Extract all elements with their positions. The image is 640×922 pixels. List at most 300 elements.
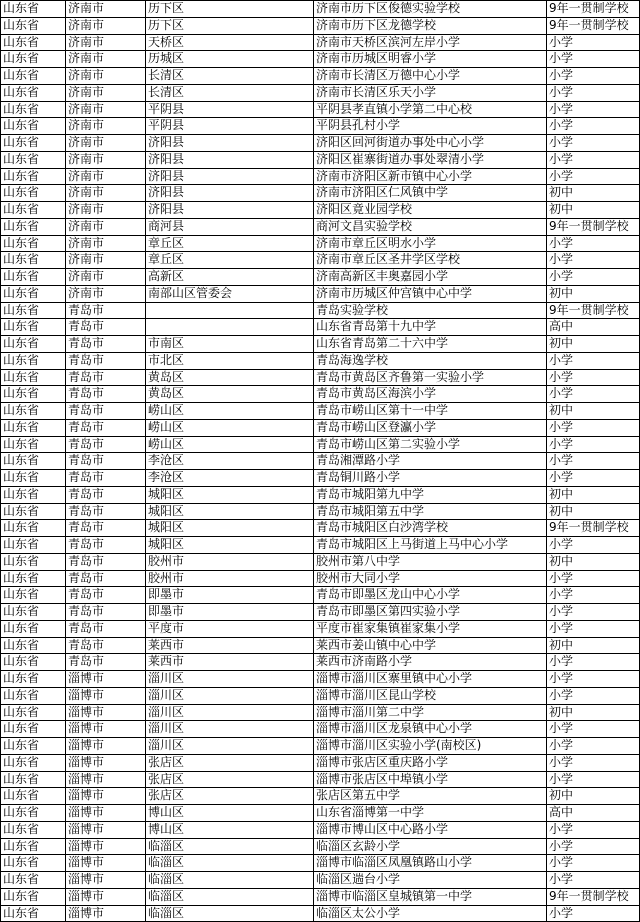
school-name-cell[interactable]: 商河文昌实验学校	[314, 218, 547, 235]
city-cell[interactable]: 青岛市	[66, 620, 146, 637]
district-cell[interactable]: 高新区	[146, 269, 314, 286]
school-type-cell[interactable]: 初中	[547, 185, 640, 202]
city-cell[interactable]: 济南市	[66, 118, 146, 135]
city-cell[interactable]: 青岛市	[66, 570, 146, 587]
province-cell[interactable]: 山东省	[1, 453, 66, 470]
school-type-cell[interactable]: 小学	[547, 352, 640, 369]
district-cell[interactable]: 崂山区	[146, 403, 314, 420]
province-cell[interactable]: 山东省	[1, 403, 66, 420]
school-type-cell[interactable]: 9年一贯制学校	[547, 218, 640, 235]
city-cell[interactable]: 济南市	[66, 151, 146, 168]
district-cell[interactable]: 博山区	[146, 805, 314, 822]
table-row	[1, 34, 640, 51]
city-cell[interactable]: 青岛市	[66, 537, 146, 554]
province-cell[interactable]: 山东省	[1, 369, 66, 386]
province-cell[interactable]: 山东省	[1, 486, 66, 503]
table-row	[1, 637, 640, 654]
table-row	[1, 218, 640, 235]
school-type-cell[interactable]: 小学	[547, 34, 640, 51]
city-cell[interactable]: 青岛市	[66, 604, 146, 621]
school-name-cell[interactable]: 青岛市崂山区第十一中学	[314, 403, 547, 420]
school-name-cell[interactable]: 青岛市即墨区龙山中心小学	[314, 587, 547, 604]
school-type-cell[interactable]: 小学	[547, 687, 640, 704]
city-cell[interactable]: 淄博市	[66, 738, 146, 755]
district-cell[interactable]: 市南区	[146, 336, 314, 353]
province-cell[interactable]: 山东省	[1, 235, 66, 252]
district-cell[interactable]: 南部山区管委会	[146, 285, 314, 302]
school-name-cell[interactable]: 临淄区玄龄小学	[314, 838, 547, 855]
table-row	[1, 101, 640, 118]
school-type-cell[interactable]: 小学	[547, 821, 640, 838]
province-cell[interactable]: 山东省	[1, 754, 66, 771]
school-type-cell[interactable]: 初中	[547, 486, 640, 503]
school-name-cell[interactable]: 平阴县孔村小学	[314, 118, 547, 135]
school-name-cell[interactable]: 青岛市黄岛区海滨小学	[314, 386, 547, 403]
city-cell[interactable]: 淄博市	[66, 788, 146, 805]
table-row	[1, 738, 640, 755]
school-type-cell[interactable]: 9年一贯制学校	[547, 888, 640, 905]
school-name-cell[interactable]: 山东省青岛第十九中学	[314, 319, 547, 336]
province-cell[interactable]: 山东省	[1, 503, 66, 520]
city-cell[interactable]: 青岛市	[66, 436, 146, 453]
city-cell[interactable]: 济南市	[66, 1, 146, 18]
school-name-cell[interactable]: 济南市历城区仲宫镇中心中学	[314, 285, 547, 302]
school-type-cell[interactable]: 小学	[547, 252, 640, 269]
school-name-cell[interactable]: 青岛市崂山区登瀛小学	[314, 419, 547, 436]
school-name-cell[interactable]: 济南市济阳区新市镇中心小学	[314, 168, 547, 185]
school-type-cell[interactable]: 初中	[547, 285, 640, 302]
school-type-cell[interactable]: 小学	[547, 168, 640, 185]
city-cell[interactable]: 青岛市	[66, 453, 146, 470]
table-row	[1, 470, 640, 487]
province-cell[interactable]: 山东省	[1, 185, 66, 202]
table-row	[1, 419, 640, 436]
table-row	[1, 235, 640, 252]
city-cell[interactable]: 济南市	[66, 34, 146, 51]
city-cell[interactable]: 青岛市	[66, 503, 146, 520]
province-cell[interactable]: 山东省	[1, 587, 66, 604]
province-cell[interactable]: 山东省	[1, 252, 66, 269]
province-cell[interactable]: 山东省	[1, 537, 66, 554]
table-row	[1, 587, 640, 604]
school-type-cell[interactable]: 初中	[547, 788, 640, 805]
school-type-cell[interactable]: 初中	[547, 202, 640, 219]
district-cell[interactable]: 崂山区	[146, 436, 314, 453]
school-name-cell[interactable]: 张店区第五中学	[314, 788, 547, 805]
province-cell[interactable]: 山东省	[1, 872, 66, 889]
city-cell[interactable]: 青岛市	[66, 637, 146, 654]
district-cell[interactable]: 淄川区	[146, 671, 314, 688]
school-name-cell[interactable]: 青岛湘潭路小学	[314, 453, 547, 470]
district-cell[interactable]: 历下区	[146, 17, 314, 34]
city-cell[interactable]: 淄博市	[66, 721, 146, 738]
province-cell[interactable]: 山东省	[1, 84, 66, 101]
school-name-cell[interactable]: 青岛市城阳第五中学	[314, 503, 547, 520]
province-cell[interactable]: 山东省	[1, 821, 66, 838]
school-name-cell[interactable]: 山东省淄博第一中学	[314, 805, 547, 822]
table-row	[1, 302, 640, 319]
city-cell[interactable]: 青岛市	[66, 403, 146, 420]
school-type-cell[interactable]: 初中	[547, 403, 640, 420]
province-cell[interactable]: 山东省	[1, 788, 66, 805]
city-cell[interactable]: 济南市	[66, 168, 146, 185]
city-cell[interactable]: 济南市	[66, 84, 146, 101]
school-type-cell[interactable]: 小学	[547, 135, 640, 152]
school-type-cell[interactable]: 小学	[547, 51, 640, 68]
city-cell[interactable]: 青岛市	[66, 386, 146, 403]
table-row	[1, 888, 640, 905]
province-cell[interactable]: 山东省	[1, 704, 66, 721]
school-type-cell[interactable]: 小学	[547, 620, 640, 637]
city-cell[interactable]: 青岛市	[66, 419, 146, 436]
school-type-cell[interactable]: 小学	[547, 453, 640, 470]
city-cell[interactable]: 青岛市	[66, 520, 146, 537]
district-cell[interactable]: 济阳县	[146, 135, 314, 152]
school-type-cell[interactable]: 小学	[547, 587, 640, 604]
school-name-cell[interactable]: 济阳区竟业园学校	[314, 202, 547, 219]
province-cell[interactable]: 山东省	[1, 604, 66, 621]
school-name-cell[interactable]: 青岛市城阳区白沙湾学校	[314, 520, 547, 537]
school-name-cell[interactable]: 淄博市张店区重庆路小学	[314, 754, 547, 771]
school-name-cell[interactable]: 青岛实验学校	[314, 302, 547, 319]
school-type-cell[interactable]: 小学	[547, 235, 640, 252]
district-cell[interactable]: 临淄区	[146, 855, 314, 872]
city-cell[interactable]: 青岛市	[66, 587, 146, 604]
city-cell[interactable]: 淄博市	[66, 754, 146, 771]
province-cell[interactable]: 山东省	[1, 101, 66, 118]
school-type-cell[interactable]: 9年一贯制学校	[547, 302, 640, 319]
city-cell[interactable]: 济南市	[66, 269, 146, 286]
school-name-cell[interactable]: 淄博市淄川区寨里镇中心小学	[314, 671, 547, 688]
school-name-cell[interactable]: 淄博市临淄区皇城镇第一中学	[314, 888, 547, 905]
school-type-cell[interactable]: 小学	[547, 771, 640, 788]
province-cell[interactable]: 山东省	[1, 51, 66, 68]
school-type-cell[interactable]: 高中	[547, 319, 640, 336]
school-name-cell[interactable]: 平阴县孝直镇小学第二中心校	[314, 101, 547, 118]
district-cell[interactable]: 章丘区	[146, 235, 314, 252]
district-cell[interactable]: 历城区	[146, 51, 314, 68]
district-cell[interactable]: 淄川区	[146, 738, 314, 755]
province-cell[interactable]: 山东省	[1, 319, 66, 336]
district-cell[interactable]: 即墨市	[146, 587, 314, 604]
district-cell[interactable]: 李沧区	[146, 470, 314, 487]
school-name-cell[interactable]: 临淄区遄台小学	[314, 872, 547, 889]
district-cell[interactable]: 平度市	[146, 620, 314, 637]
district-cell[interactable]: 济阳县	[146, 202, 314, 219]
school-type-cell[interactable]: 小学	[547, 905, 640, 922]
district-cell[interactable]: 博山区	[146, 821, 314, 838]
city-cell[interactable]: 济南市	[66, 185, 146, 202]
district-cell[interactable]: 胶州市	[146, 553, 314, 570]
school-name-cell[interactable]: 济南市历下区俊德实验学校	[314, 1, 547, 18]
district-cell[interactable]: 城阳区	[146, 486, 314, 503]
province-cell[interactable]: 山东省	[1, 218, 66, 235]
district-cell[interactable]: 临淄区	[146, 872, 314, 889]
district-cell[interactable]: 天桥区	[146, 34, 314, 51]
district-cell[interactable]: 济阳县	[146, 168, 314, 185]
city-cell[interactable]: 淄博市	[66, 671, 146, 688]
district-cell[interactable]: 城阳区	[146, 537, 314, 554]
school-name-cell[interactable]: 济南市历下区龙德学校	[314, 17, 547, 34]
school-type-cell[interactable]: 9年一贯制学校	[547, 520, 640, 537]
city-cell[interactable]: 淄博市	[66, 888, 146, 905]
school-name-cell[interactable]: 青岛市城阳区上马街道上马中心小学	[314, 537, 547, 554]
school-name-cell[interactable]: 山东省青岛第二十六中学	[314, 336, 547, 353]
district-cell[interactable]: 历下区	[146, 1, 314, 18]
school-type-cell[interactable]: 小学	[547, 537, 640, 554]
district-cell[interactable]: 张店区	[146, 788, 314, 805]
school-name-cell[interactable]: 平度市崔家集镇崔家集小学	[314, 620, 547, 637]
province-cell[interactable]: 山东省	[1, 118, 66, 135]
school-name-cell[interactable]: 莱西市姜山镇中心中学	[314, 637, 547, 654]
city-cell[interactable]: 济南市	[66, 51, 146, 68]
city-cell[interactable]: 济南市	[66, 135, 146, 152]
district-cell[interactable]: 淄川区	[146, 721, 314, 738]
province-cell[interactable]: 山东省	[1, 68, 66, 85]
school-type-cell[interactable]: 小学	[547, 654, 640, 671]
school-name-cell[interactable]: 济南高新区丰奥嘉园小学	[314, 269, 547, 286]
school-name-cell[interactable]: 淄博市淄川区昆山学校	[314, 687, 547, 704]
school-type-cell[interactable]: 小学	[547, 470, 640, 487]
province-cell[interactable]: 山东省	[1, 202, 66, 219]
school-type-cell[interactable]: 初中	[547, 336, 640, 353]
city-cell[interactable]: 青岛市	[66, 553, 146, 570]
school-name-cell[interactable]: 济南市济阳区仁风镇中学	[314, 185, 547, 202]
city-cell[interactable]: 青岛市	[66, 470, 146, 487]
district-cell[interactable]: 平阴县	[146, 101, 314, 118]
district-cell[interactable]: 莱西市	[146, 637, 314, 654]
district-cell[interactable]: 黄岛区	[146, 386, 314, 403]
school-type-cell[interactable]: 小学	[547, 419, 640, 436]
district-cell[interactable]: 长清区	[146, 68, 314, 85]
district-cell[interactable]: 平阴县	[146, 118, 314, 135]
school-type-cell[interactable]: 9年一贯制学校	[547, 17, 640, 34]
province-cell[interactable]: 山东省	[1, 151, 66, 168]
school-name-cell[interactable]: 济阳区崔寨街道办事处翠清小学	[314, 151, 547, 168]
city-cell[interactable]: 济南市	[66, 202, 146, 219]
table-row	[1, 168, 640, 185]
district-cell[interactable]: 济阳县	[146, 151, 314, 168]
district-cell[interactable]: 淄川区	[146, 687, 314, 704]
school-name-cell[interactable]: 淄博市张店区中埠镇小学	[314, 771, 547, 788]
school-name-cell[interactable]: 青岛市崂山区第二实验小学	[314, 436, 547, 453]
school-name-cell[interactable]: 济南市长清区万德中心小学	[314, 68, 547, 85]
province-cell[interactable]: 山东省	[1, 520, 66, 537]
school-name-cell[interactable]: 济南市长清区乐天小学	[314, 84, 547, 101]
table-row	[1, 620, 640, 637]
school-type-cell[interactable]: 小学	[547, 386, 640, 403]
province-cell[interactable]: 山东省	[1, 687, 66, 704]
city-cell[interactable]: 青岛市	[66, 352, 146, 369]
table-row	[1, 855, 640, 872]
school-type-cell[interactable]: 小学	[547, 68, 640, 85]
school-type-cell[interactable]: 小学	[547, 118, 640, 135]
school-name-cell[interactable]: 淄博市博山区中心路小学	[314, 821, 547, 838]
district-cell[interactable]: 商河县	[146, 218, 314, 235]
table-row	[1, 721, 640, 738]
district-cell[interactable]: 城阳区	[146, 520, 314, 537]
school-type-cell[interactable]: 小学	[547, 436, 640, 453]
province-cell[interactable]: 山东省	[1, 855, 66, 872]
school-name-cell[interactable]: 济南市天桥区滨河左岸小学	[314, 34, 547, 51]
province-cell[interactable]: 山东省	[1, 269, 66, 286]
district-cell[interactable]: 张店区	[146, 754, 314, 771]
city-cell[interactable]: 济南市	[66, 17, 146, 34]
district-cell[interactable]: 临淄区	[146, 888, 314, 905]
table-row	[1, 604, 640, 621]
school-type-cell[interactable]: 初中	[547, 637, 640, 654]
city-cell[interactable]: 济南市	[66, 101, 146, 118]
district-cell[interactable]: 临淄区	[146, 905, 314, 922]
province-cell[interactable]: 山东省	[1, 285, 66, 302]
school-name-cell[interactable]: 临淄区太公小学	[314, 905, 547, 922]
school-type-cell[interactable]: 高中	[547, 805, 640, 822]
city-cell[interactable]: 淄博市	[66, 855, 146, 872]
city-cell[interactable]: 青岛市	[66, 369, 146, 386]
table-row	[1, 185, 640, 202]
table-row	[1, 805, 640, 822]
city-cell[interactable]: 青岛市	[66, 654, 146, 671]
district-cell[interactable]: 即墨市	[146, 604, 314, 621]
province-cell[interactable]: 山东省	[1, 620, 66, 637]
province-cell[interactable]: 山东省	[1, 905, 66, 922]
district-cell[interactable]: 济阳县	[146, 185, 314, 202]
district-cell[interactable]: 长清区	[146, 84, 314, 101]
district-cell[interactable]: 崂山区	[146, 419, 314, 436]
province-cell[interactable]: 山东省	[1, 671, 66, 688]
school-name-cell[interactable]: 淄博市临淄区凤凰镇路山小学	[314, 855, 547, 872]
province-cell[interactable]: 山东省	[1, 738, 66, 755]
province-cell[interactable]: 山东省	[1, 1, 66, 18]
district-cell[interactable]: 莱西市	[146, 654, 314, 671]
city-cell[interactable]: 淄博市	[66, 838, 146, 855]
school-type-cell[interactable]: 小学	[547, 84, 640, 101]
city-cell[interactable]: 济南市	[66, 68, 146, 85]
city-cell[interactable]: 青岛市	[66, 486, 146, 503]
district-cell[interactable]	[146, 319, 314, 336]
city-cell[interactable]: 淄博市	[66, 687, 146, 704]
school-name-cell[interactable]: 济阳区回河街道办事处中心小学	[314, 135, 547, 152]
district-cell[interactable]: 张店区	[146, 771, 314, 788]
province-cell[interactable]: 山东省	[1, 34, 66, 51]
school-name-cell[interactable]: 济南市章丘区明水小学	[314, 235, 547, 252]
school-type-cell[interactable]: 初中	[547, 553, 640, 570]
table-row	[1, 671, 640, 688]
province-cell[interactable]: 山东省	[1, 386, 66, 403]
city-cell[interactable]: 济南市	[66, 252, 146, 269]
school-type-cell[interactable]: 小学	[547, 369, 640, 386]
city-cell[interactable]: 淄博市	[66, 905, 146, 922]
table-row	[1, 151, 640, 168]
school-type-cell[interactable]: 小学	[547, 754, 640, 771]
province-cell[interactable]: 山东省	[1, 352, 66, 369]
district-cell[interactable]: 市北区	[146, 352, 314, 369]
province-cell[interactable]: 山东省	[1, 436, 66, 453]
province-cell[interactable]: 山东省	[1, 419, 66, 436]
province-cell[interactable]: 山东省	[1, 302, 66, 319]
table-row	[1, 118, 640, 135]
school-name-cell[interactable]: 青岛海逸学校	[314, 352, 547, 369]
school-type-cell[interactable]: 小学	[547, 838, 640, 855]
school-type-cell[interactable]: 小学	[547, 101, 640, 118]
city-cell[interactable]: 济南市	[66, 218, 146, 235]
school-type-cell[interactable]: 小学	[547, 604, 640, 621]
school-type-cell[interactable]: 初中	[547, 704, 640, 721]
school-type-cell[interactable]: 小学	[547, 151, 640, 168]
table-row	[1, 704, 640, 721]
district-cell[interactable]: 胶州市	[146, 570, 314, 587]
school-type-cell[interactable]: 小学	[547, 671, 640, 688]
school-type-cell[interactable]: 小学	[547, 855, 640, 872]
school-name-cell[interactable]: 莱西市济南路小学	[314, 654, 547, 671]
school-name-cell[interactable]: 青岛市城阳第九中学	[314, 486, 547, 503]
school-type-cell[interactable]: 小学	[547, 721, 640, 738]
school-type-cell[interactable]: 初中	[547, 503, 640, 520]
school-type-cell[interactable]: 小学	[547, 570, 640, 587]
city-cell[interactable]: 淄博市	[66, 872, 146, 889]
province-cell[interactable]: 山东省	[1, 135, 66, 152]
city-cell[interactable]: 淄博市	[66, 704, 146, 721]
city-cell[interactable]: 淄博市	[66, 805, 146, 822]
province-cell[interactable]: 山东省	[1, 168, 66, 185]
province-cell[interactable]: 山东省	[1, 637, 66, 654]
district-cell[interactable]: 李沧区	[146, 453, 314, 470]
city-cell[interactable]: 青岛市	[66, 319, 146, 336]
district-cell[interactable]: 临淄区	[146, 838, 314, 855]
school-name-cell[interactable]: 济南市历城区明睿小学	[314, 51, 547, 68]
district-cell[interactable]	[146, 302, 314, 319]
school-type-cell[interactable]: 小学	[547, 269, 640, 286]
school-name-cell[interactable]: 淄博市淄川第二中学	[314, 704, 547, 721]
city-cell[interactable]: 淄博市	[66, 821, 146, 838]
district-cell[interactable]: 黄岛区	[146, 369, 314, 386]
school-name-cell[interactable]: 胶州市大同小学	[314, 570, 547, 587]
school-name-cell[interactable]: 淄博市淄川区龙泉镇中心小学	[314, 721, 547, 738]
table-row	[1, 872, 640, 889]
city-cell[interactable]: 青岛市	[66, 302, 146, 319]
province-cell[interactable]: 山东省	[1, 336, 66, 353]
province-cell[interactable]: 山东省	[1, 888, 66, 905]
school-type-cell[interactable]: 小学	[547, 738, 640, 755]
school-name-cell[interactable]: 淄博市淄川区实验小学(南校区)	[314, 738, 547, 755]
province-cell[interactable]: 山东省	[1, 771, 66, 788]
province-cell[interactable]: 山东省	[1, 721, 66, 738]
school-name-cell[interactable]: 青岛市黄岛区齐鲁第一实验小学	[314, 369, 547, 386]
table-row	[1, 486, 640, 503]
city-cell[interactable]: 淄博市	[66, 771, 146, 788]
district-cell[interactable]: 城阳区	[146, 503, 314, 520]
school-name-cell[interactable]: 青岛市即墨区第四实验小学	[314, 604, 547, 621]
school-name-cell[interactable]: 青岛铜川路小学	[314, 470, 547, 487]
province-cell[interactable]: 山东省	[1, 838, 66, 855]
school-name-cell[interactable]: 济南市章丘区圣井学区学校	[314, 252, 547, 269]
school-type-cell[interactable]: 9年一贯制学校	[547, 1, 640, 18]
province-cell[interactable]: 山东省	[1, 470, 66, 487]
district-cell[interactable]: 章丘区	[146, 252, 314, 269]
city-cell[interactable]: 青岛市	[66, 336, 146, 353]
table-row	[1, 269, 640, 286]
district-cell[interactable]: 淄川区	[146, 704, 314, 721]
province-cell[interactable]: 山东省	[1, 654, 66, 671]
province-cell[interactable]: 山东省	[1, 805, 66, 822]
city-cell[interactable]: 济南市	[66, 285, 146, 302]
school-name-cell[interactable]: 胶州市第八中学	[314, 553, 547, 570]
province-cell[interactable]: 山东省	[1, 570, 66, 587]
city-cell[interactable]: 济南市	[66, 235, 146, 252]
province-cell[interactable]: 山东省	[1, 553, 66, 570]
province-cell[interactable]: 山东省	[1, 17, 66, 34]
school-type-cell[interactable]: 小学	[547, 872, 640, 889]
